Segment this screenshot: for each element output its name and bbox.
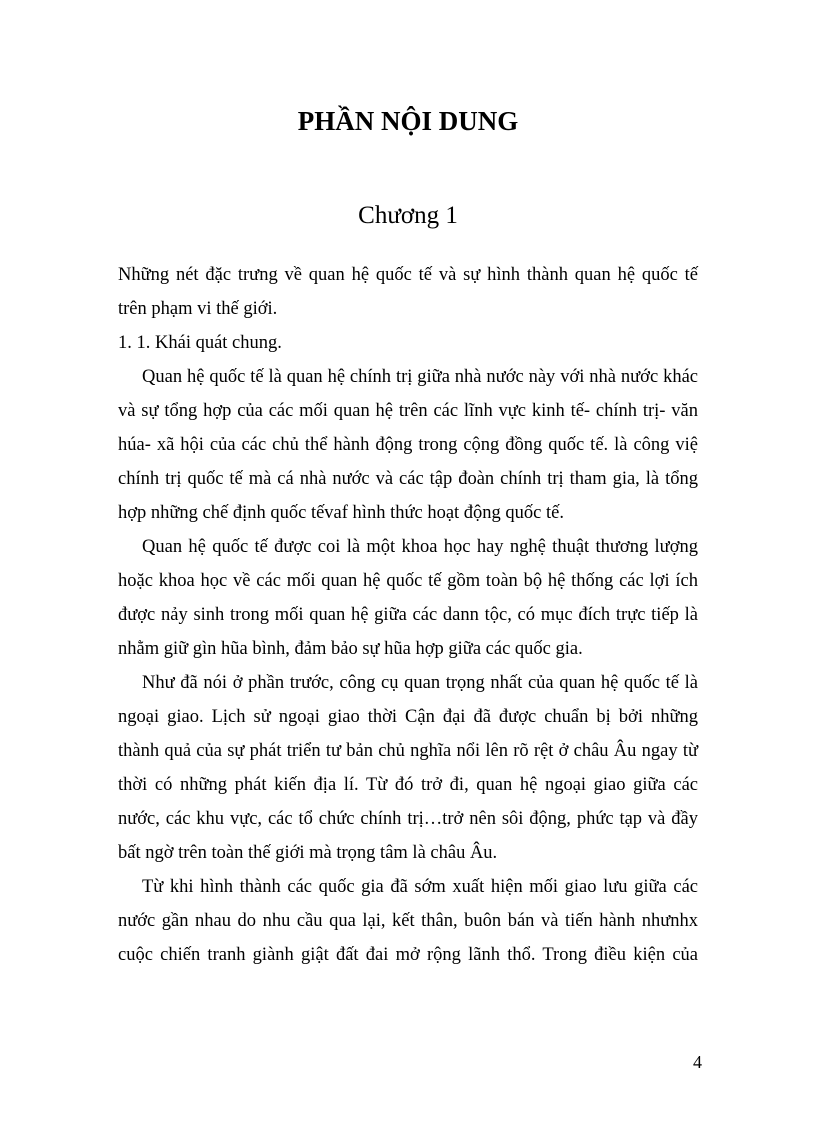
text-line: nước, các khu vực, các tổ chức chính trị…trở nên sôi động, phức tạp và đầy [118,809,698,829]
text-line: húa- xã hội của các chủ thể hành động trong cộng đồng quốc tế. là công việ [118,435,698,455]
text-line: cuộc chiến tranh giành giật đất đai mở rộng lãnh thổ. Trong điều kiện của [118,945,698,965]
page-number: 4 [693,1052,702,1072]
text-line: thành quả của sự phát triển tư bản chủ nghĩa nổi lên rõ rệt ở châu Âu ngay từ [118,741,698,761]
page-heading: PHẦN NỘI DUNG [297,106,519,136]
body-text [118,258,698,972]
text-line: và sự tổng hợp của các mối quan hệ trên các lĩnh vực kinh tế- chính trị- văn [118,401,698,421]
chapter-title: Chương 1 [358,202,458,229]
text-line: ngoại giao. Lịch sử ngoại giao thời Cận đại đã được chuẩn bị bởi những [118,707,698,727]
section-heading: 1. 1. Khái quát chung. [118,333,282,353]
text-line: Quan hệ quốc tế là quan hệ chính trị giữa nhà nước này với nhà nước khác [142,367,698,387]
text-line: Từ khi hình thành các quốc gia đã sớm xuất hiện mối giao lưu giữa các [142,877,698,897]
text-line: trên phạm vi thế giới. [118,299,278,319]
text-line: nhằm giữ gìn hũa bình, đảm bảo sự hũa hợp giữa các quốc gia. [118,639,583,659]
text-line: hoặc khoa học về các mối quan hệ quốc tế gồm toàn bộ hệ thống các lợi ích [118,571,698,591]
text-line: hợp những chế định quốc tếvaf hình thức hoạt động quốc tế. [118,503,564,523]
text-line: Những nét đặc trưng về quan hệ quốc tế và sự hình thành quan hệ quốc tế [118,265,698,285]
text-line: Quan hệ quốc tế được coi là một khoa học hay nghệ thuật thương lượng [142,537,698,557]
text-line: thời có những phát kiến địa lí. Từ đó trở đi, quan hệ ngoại giao giữa các [118,775,698,795]
text-line: chính trị quốc tế mà cá nhà nước và các tập đoàn chính trị tham gia, là tổng [118,469,698,489]
text-line: bất ngờ trên toàn thế giới mà trọng tâm là châu Âu. [118,843,498,863]
text-line: nước gần nhau do nhu cầu qua lại, kết thân, buôn bán và tiến hành nhưnhx [118,911,698,931]
text-line: Như đã nói ở phần trước, công cụ quan trọng nhất của quan hệ quốc tế là [142,673,698,693]
text-line: được nảy sinh trong mối quan hệ giữa các dann tộc, có mục đích trực tiếp là [118,605,698,625]
